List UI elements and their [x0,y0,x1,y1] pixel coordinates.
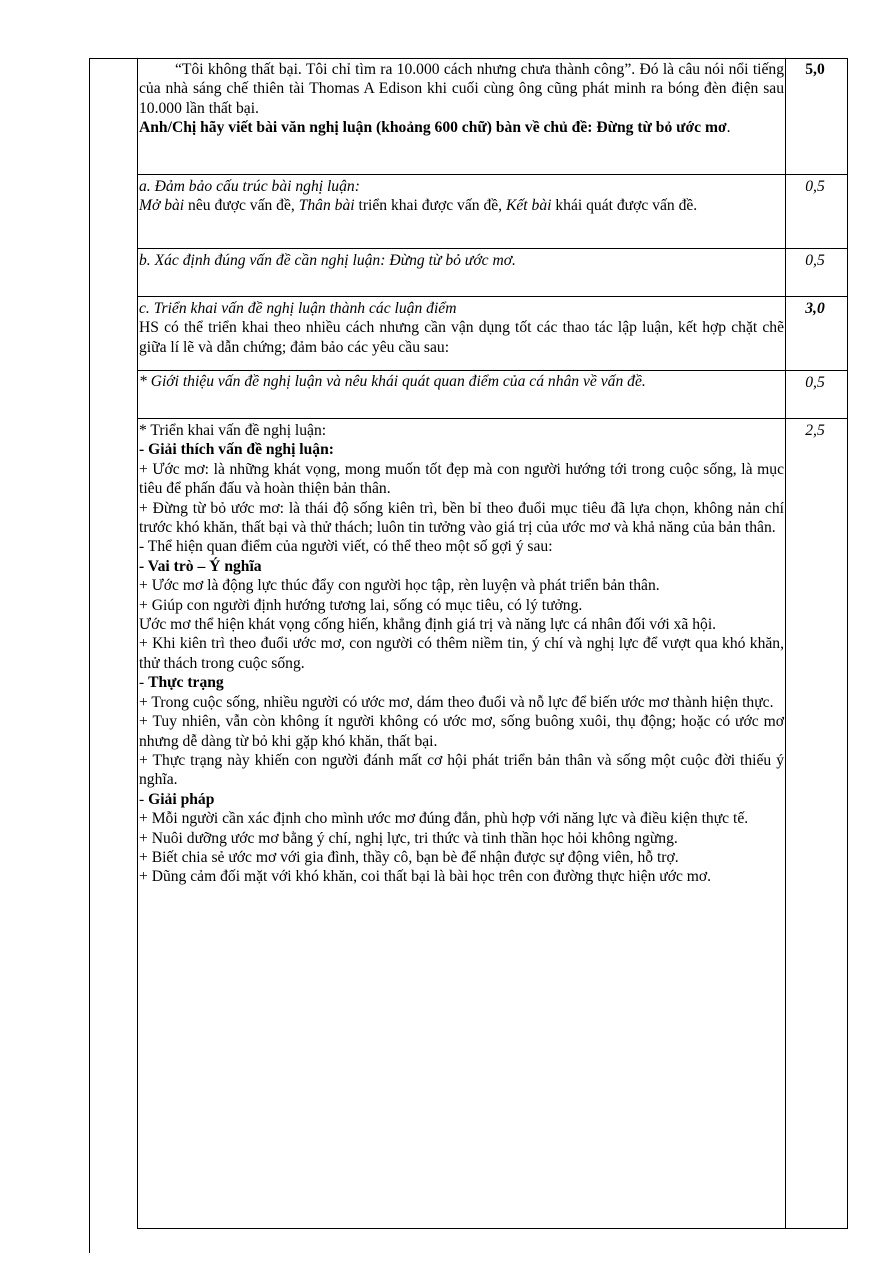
develop-text: HS có thể triển khai theo nhiều cách nhưng cần vận dụng tốt các thao tác lập luận, kết hợp chặt chẽ giữa lí lẽ và dẫn chứng; đảm bảo các yêu cầu sau: [139,319,784,356]
body-line: + Ước mơ: là những khát vọng, mong muốn tốt đẹp mà con người hướng tới trong cuộc sống, là mục tiêu để phấn đấu và hoàn thiện bản thân. [139,460,784,498]
body-line: + Mỗi người cần xác định cho mình ước mơ đúng đắn, phù hợp với năng lực và điều kiện thực tế. [139,810,749,828]
body-line: + Khi kiên trì theo đuổi ước mơ, con người có thêm niềm tin, ý chí và nghị lực để vượt qua khó khăn, thử thách trong cuộc sống. [139,635,784,672]
body-line: + Trong cuộc sống, nhiều người có ước mơ, dám theo đuổi và nỗ lực để biến ước mơ thành hiện thực. [139,693,774,711]
structure-cell [139,177,784,216]
body-line: - Vai trò – Ý nghĩa [139,557,262,575]
body-line: + Nuôi dưỡng ước mơ bằng ý chí, nghị lực, tri thức và tinh thần học hỏi không ngừng. [139,829,678,847]
body-line: + Giúp con người định hướng tương lai, sống có mục tiêu, có lý tưởng. [139,596,583,614]
issue-cell [139,251,784,270]
body-line: + Tuy nhiên, vẫn còn không ít người không có ước mơ, sống buông xuôi, thụ động; hoặc có ước mơ nhưng dễ dàng từ bỏ khi gặp khó khăn, thất bại. [139,713,784,750]
body-line: - Giải pháp [139,790,215,808]
body-cell [139,421,784,887]
body-line: - Thể hiện quan điểm của người viết, có thể theo một số gợi ý sau: [139,538,553,556]
score-body: 2,5 [805,422,825,439]
score-issue: 0,5 [805,252,825,269]
body-line: Ước mơ thể hiện khát vọng cống hiến, khẳng định giá trị và năng lực cá nhân đối với xã hội. [139,616,717,634]
prompt-cell [139,60,784,138]
issue-text: b. Xác định đúng vấn đề cần nghị luận: Đừng từ bỏ ước mơ. [139,252,516,269]
body-line: + Ước mơ là động lực thúc đẩy con người học tập, rèn luyện và phát triển bản thân. [139,577,660,595]
score-prompt: 5,0 [805,61,825,78]
body-line: + Dũng cảm đối mặt với khó khăn, coi thất bại là bài học trên con đường thực hiện ước mơ. [139,868,712,886]
score-intro: 0,5 [805,374,825,391]
body-line: - Thực trạng [139,674,224,692]
intro-cell [139,373,784,391]
body-line: - Giải thích vấn đề nghị luận: [139,441,334,459]
body-line: * Triển khai vấn đề nghị luận: [139,422,327,439]
score-develop: 3,0 [805,300,825,317]
prompt-quote: “Tôi không thất bại. Tôi chỉ tìm ra 10.000 cách nhưng chưa thành công”. Đó là câu nói nổi tiếng của nhà sáng chế thiên tài Thomas A Edison khi cuối cùng ông cũng phát minh ra bóng đèn điện sau 10.000 lần thất bại. [139,61,784,117]
body-line: + Biết chia sẻ ước mơ với gia đình, thầy cô, bạn bè để nhận được sự động viên, hỗ trợ. [139,848,679,866]
develop-heading: c. Triển khai vấn đề nghị luận thành các luận điểm [139,300,457,317]
structure-heading: a. Đảm bảo cấu trúc bài nghị luận: [139,178,360,195]
structure-text: Mở bài nêu được vấn đề, Thân bài triển khai được vấn đề, Kết bài khái quát được vấn đề. [139,197,698,215]
body-line: + Đừng từ bỏ ước mơ: là thái độ sống kiên trì, bền bỉ theo đuổi mục tiêu đã lựa chọn, không nản chí trước khó khăn, thất bại và thử thách; luôn tin tưởng vào giá trị của ước mơ và khả năng của bản thân. [139,499,784,537]
body-line: + Thực trạng này khiến con người đánh mất cơ hội phát triển bản thân và sống một cuộc đời thiếu ý nghĩa. [139,751,784,789]
intro-text: * Giới thiệu vấn đề nghị luận và nêu khái quát quan điểm của cá nhân về vấn đề. [139,373,646,390]
prompt-task: Anh/Chị hãy viết bài văn nghị luận (khoảng 600 chữ) bàn về chủ đề: Đừng từ bỏ ước mơ. [139,119,731,137]
develop-cell [139,299,784,357]
score-structure: 0,5 [805,178,825,195]
